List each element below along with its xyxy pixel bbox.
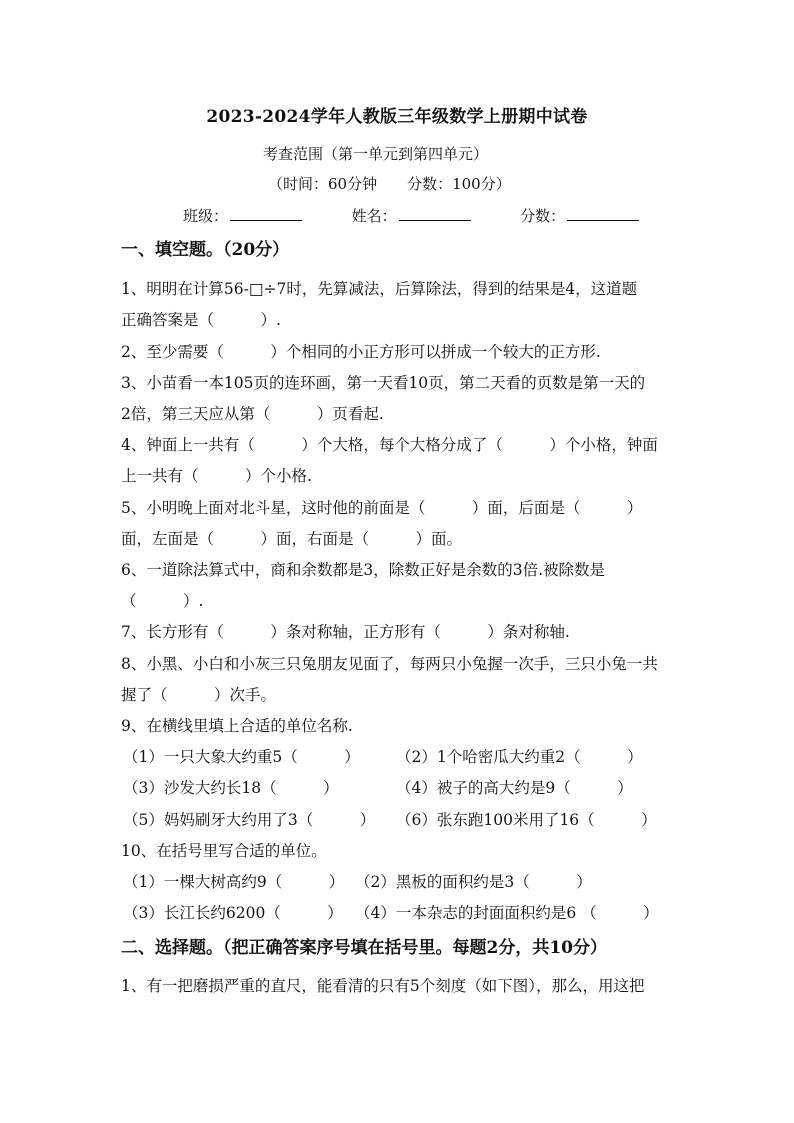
question-line: 8、小黑、小白和小灰三只兔朋友见面了，每两只小兔握一次手，三只小兔一共 [121, 655, 658, 673]
section1-heading: 一、填空题。（20分） [121, 240, 290, 260]
q9-item-2: （2）1个哈密瓜大约重2（ ） [396, 748, 643, 766]
question-line: 7、长方形有（ ）条对称轴，正方形有（ ）条对称轴. [121, 623, 570, 641]
exam-scope: 考查范围（第一单元到第四单元） [263, 145, 489, 163]
time-and-score: （时间：60分钟 分数：100分） [268, 175, 511, 193]
q9-item-4: （4）被子的高大约是9（ ） [396, 779, 633, 797]
q10-item-2: （2）黑板的面积约是3（ ） [355, 873, 592, 891]
question-line: 5、小明晚上面对北斗星，这时他的前面是（ ）面，后面是（ ） [121, 499, 643, 517]
q9-item-6: （6）张东跑100米用了16（ ） [396, 811, 657, 829]
question-line: 上一共有（ ）个小格. [121, 467, 312, 485]
question-line: 2、至少需要（ ）个相同的小正方形可以拼成一个较大的正方形. [121, 343, 601, 361]
name-blank [399, 206, 471, 221]
q10-item-1: （1）一棵大树高约9（ ） [123, 873, 345, 891]
question-line: 3、小苗看一本105页的连环画，第一天看10页，第二天看的页数是第一天的 [121, 374, 646, 392]
question-line: 9、在横线里填上合适的单位名称. [121, 717, 353, 735]
question-line: 4、钟面上一共有（ ）个大格，每个大格分成了（ ）个小格，钟面 [121, 436, 658, 454]
question-line: （ ）. [121, 592, 204, 610]
q10-heading: 10、在括号里写合适的单位。 [121, 842, 327, 860]
question-line: 1、明明在计算56-□÷7时，先算减法，后算除法，得到的结果是4，这道题 [121, 280, 638, 298]
q9-item-1: （1）一只大象大约重5（ ） [123, 748, 360, 766]
student-info-row [183, 206, 639, 226]
q10-item-4: （4）一本杂志的封面面积约是6 （ ） [355, 904, 659, 922]
name-label: 姓名： [351, 207, 397, 225]
question-line: 面，左面是（ ）面，右面是（ ）面。 [121, 530, 463, 548]
question-line: 1、有一把磨损严重的直尺，能看清的只有5个刻度（如下图），那么，用这把 [121, 977, 645, 995]
score-label: 分数： [520, 207, 566, 225]
score-blank [567, 206, 639, 221]
class-label: 班级： [183, 207, 229, 225]
page-title: 2023-2024学年人教版三年级数学上册期中试卷 [206, 107, 588, 127]
question-line: 正确答案是（ ）. [121, 311, 281, 329]
q9-item-3: （3）沙发大约长18（ ） [123, 779, 339, 797]
question-line: 6、一道除法算式中，商和余数都是3，除数正好是余数的3倍.被除数是 [121, 561, 606, 579]
q9-item-5: （5）妈妈刷牙大约用了3（ ） [123, 811, 376, 829]
question-line: 2倍，第三天应从第（ ）页看起. [121, 405, 384, 423]
class-blank [230, 206, 302, 221]
section2-heading: 二、选择题。（把正确答案序号填在括号里。每题2分，共10分） [121, 938, 607, 958]
question-line: 握了（ ）次手。 [121, 686, 277, 704]
q10-item-3: （3）长江长约6200（ ） [123, 904, 343, 922]
